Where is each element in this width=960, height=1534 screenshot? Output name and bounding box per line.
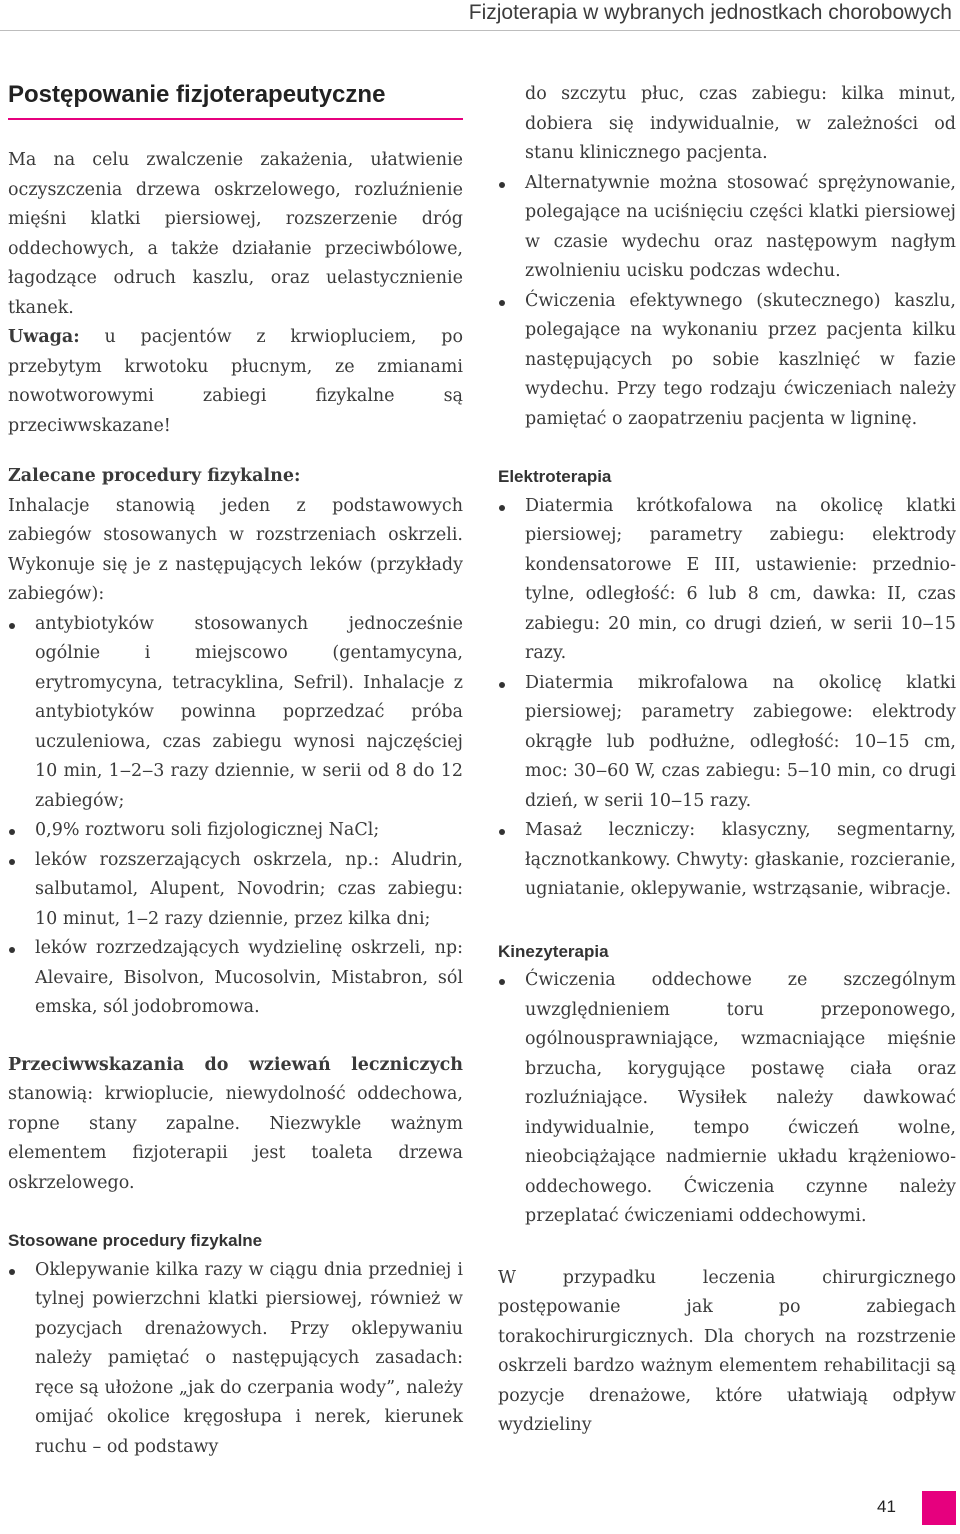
left-column: [8, 80, 463, 1462]
list-item: Oklepywanie kilka razy w ciągu dnia przedniej i tylnej powierzchni klatki piersiowej, również w pozycjach drenażowych. Przy oklepywaniu należy pamiętać o następujących zasadach: ręce są ułożone „jak do czerpania wody”, należy omijać okolice kręgosłupa i nerek, kierunek ruchu – od podstawy: [8, 1256, 463, 1463]
kinesiotherapy-list: [498, 966, 956, 1232]
list-item: leków rozrzedzających wydzielinę oskrzeli, np: Alevaire, Bisolvon, Mucosolvin, Mistabron, sól emska, sól jodobromowa.: [8, 934, 463, 1023]
title-underline: [8, 118, 463, 120]
recommended-paragraph: Inhalacje stanowią jeden z podstawowych zabiegów stosowanych w rozstrzeniach oskrzeli. Wykonuje się je z następujących leków (przykłady zabiegów):: [8, 495, 463, 604]
section-title: Postępowanie fizjoterapeutyczne: [8, 81, 386, 108]
list-item: Diatermia mikrofalowa na okolicę klatki piersiowej; parametry zabiegowe: elektrody okrągłe lub podłużne, odległość: 10‒15 cm, moc: 30‒60 W, czas zabiegu: 5‒10 min, co drugi dzień, w serii 10‒15 razy.: [498, 669, 956, 817]
contraindications-text: stanowią: krwioplucie, niewydolność oddechowa, ropne stany zapalne. Niezwykle ważnym elementem fizjoterapii jest toaleta drzewa oskrzelowego.: [8, 1084, 463, 1193]
continuation-text: do szczytu płuc, czas zabiegu: kilka minut, dobiera się indywidualnie, w zależności od stanu klinicznego pacjenta.: [525, 84, 956, 163]
contraindications-paragraph: [8, 1051, 463, 1199]
intro-paragraph: Ma na celu zwalczenie zakażenia, ułatwienie oczyszczenia drzewa oskrzelowego, rozluźnienie mięśni klatki piersiowej, rozszerzenie dróg oddechowych, a także działanie przeciwbólowe, łagodzące odruch kaszlu, oraz uelastycznienie tkanek.: [8, 150, 463, 318]
contraindications-heading: Przeciwwskazania do wziewań leczniczych: [8, 1054, 463, 1075]
warning-label: Uwaga:: [8, 327, 80, 347]
list-item: Alternatywnie można stosować sprężynowanie, polegające na uciśnięciu części klatki piersiowej w czasie wydechu oraz następowym nagłym zwolnieniu ucisku podczas wdechu.: [498, 169, 956, 287]
list-item: leków rozszerzających oskrzela, np.: Aludrin, salbutamol, Alupent, Novodrin; czas zabiegu: 10 minut, 1‒2 razy dziennie, przez kilka dni;: [8, 846, 463, 935]
applied-procedures-list: [8, 1256, 463, 1463]
closing-paragraph: W przypadku leczenia chirurgicznego postępowanie jak po zabiegach torakochirurgicznych. Dla chorych na rozstrzenie oskrzeli bardzo ważnym elementem rehabilitacji są pozycje drenażowe, które ułatwiają odpływ wydzieliny: [498, 1267, 956, 1435]
electrotherapy-heading: Elektroterapia: [498, 467, 612, 486]
page-accent-square: [922, 1491, 956, 1525]
warning-text: u pacjentów z krwiopluciem, po przebytym krwotoku płucnym, ze zmianami nowotworowymi zabiegi fizykalne są przeciwwskazane!: [8, 327, 463, 436]
list-item: antybiotyków stosowanych jednocześnie ogólnie i miejscowo (gentamycyna, erytromycyna, tetracyklina, Sefril). Inhalacje z antybiotyków powinna poprzedzać próba uczuleniowa, czas zabiegu wynosi najczęściej 10 min, 1‒2‒3 razy dziennie, w serii od 8 do 12 zabiegów;: [8, 610, 463, 817]
warning-paragraph: [8, 323, 463, 441]
running-title: Fizjoterapia w wybranych jednostkach chorobowych: [468, 1, 952, 24]
list-item: Masaż leczniczy: klasyczny, segmentarny, łącznotkankowy. Chwyty: głaskanie, rozcieranie, ugniatanie, oklepywanie, wstrząsanie, wibracje.: [498, 816, 956, 905]
list-item: Ćwiczenia oddechowe ze szczególnym uwzględnieniem toru przeponowego, ogólnousprawniające, wzmacniające mięśnie brzucha, korygujące postawę ciała oraz rozluźniające. Wysiłek należy dawkować indywidualnie, tempo ćwiczeń wolne, nieobciążające nadmiernie układu krążeniowo-oddechowego. Ćwiczenia czynne należy przeplatać ćwiczeniami oddechowymi.: [498, 966, 956, 1232]
list-item: Ćwiczenia efektywnego (skutecznego) kaszlu, polegające na wykonaniu przez pacjenta kilku następujących po sobie kaszlnięć w fazie wydechu. Przy tego rodzaju ćwiczeniach należy pamiętać o zaopatrzeniu pacjenta w ligninę.: [498, 287, 956, 435]
recommended-heading: Zalecane procedury fizykalne:: [8, 466, 301, 486]
list-item: 0,9% roztworu soli fizjologicznej NaCl;: [8, 816, 463, 846]
header-divider: [0, 30, 960, 31]
drug-list: [8, 610, 463, 1023]
electrotherapy-list: [498, 492, 956, 905]
applied-procedures-heading: Stosowane procedury fizykalne: [8, 1231, 263, 1250]
page-number: 41: [877, 1497, 896, 1516]
kinesiotherapy-heading: Kinezyterapia: [498, 941, 609, 961]
list-item: Diatermia krótkofalowa na okolicę klatki piersiowej; parametry zabiegu: elektrody kondensatorowe E III, ustawienie: przednio-tylne, odległość: 6 lub 8 cm, dawka: II, czas zabiegu: 20 min, co drugi dzień, w serii 10‒15 razy.: [498, 492, 956, 669]
continuation-list: [498, 169, 956, 435]
right-column: [498, 80, 956, 1441]
